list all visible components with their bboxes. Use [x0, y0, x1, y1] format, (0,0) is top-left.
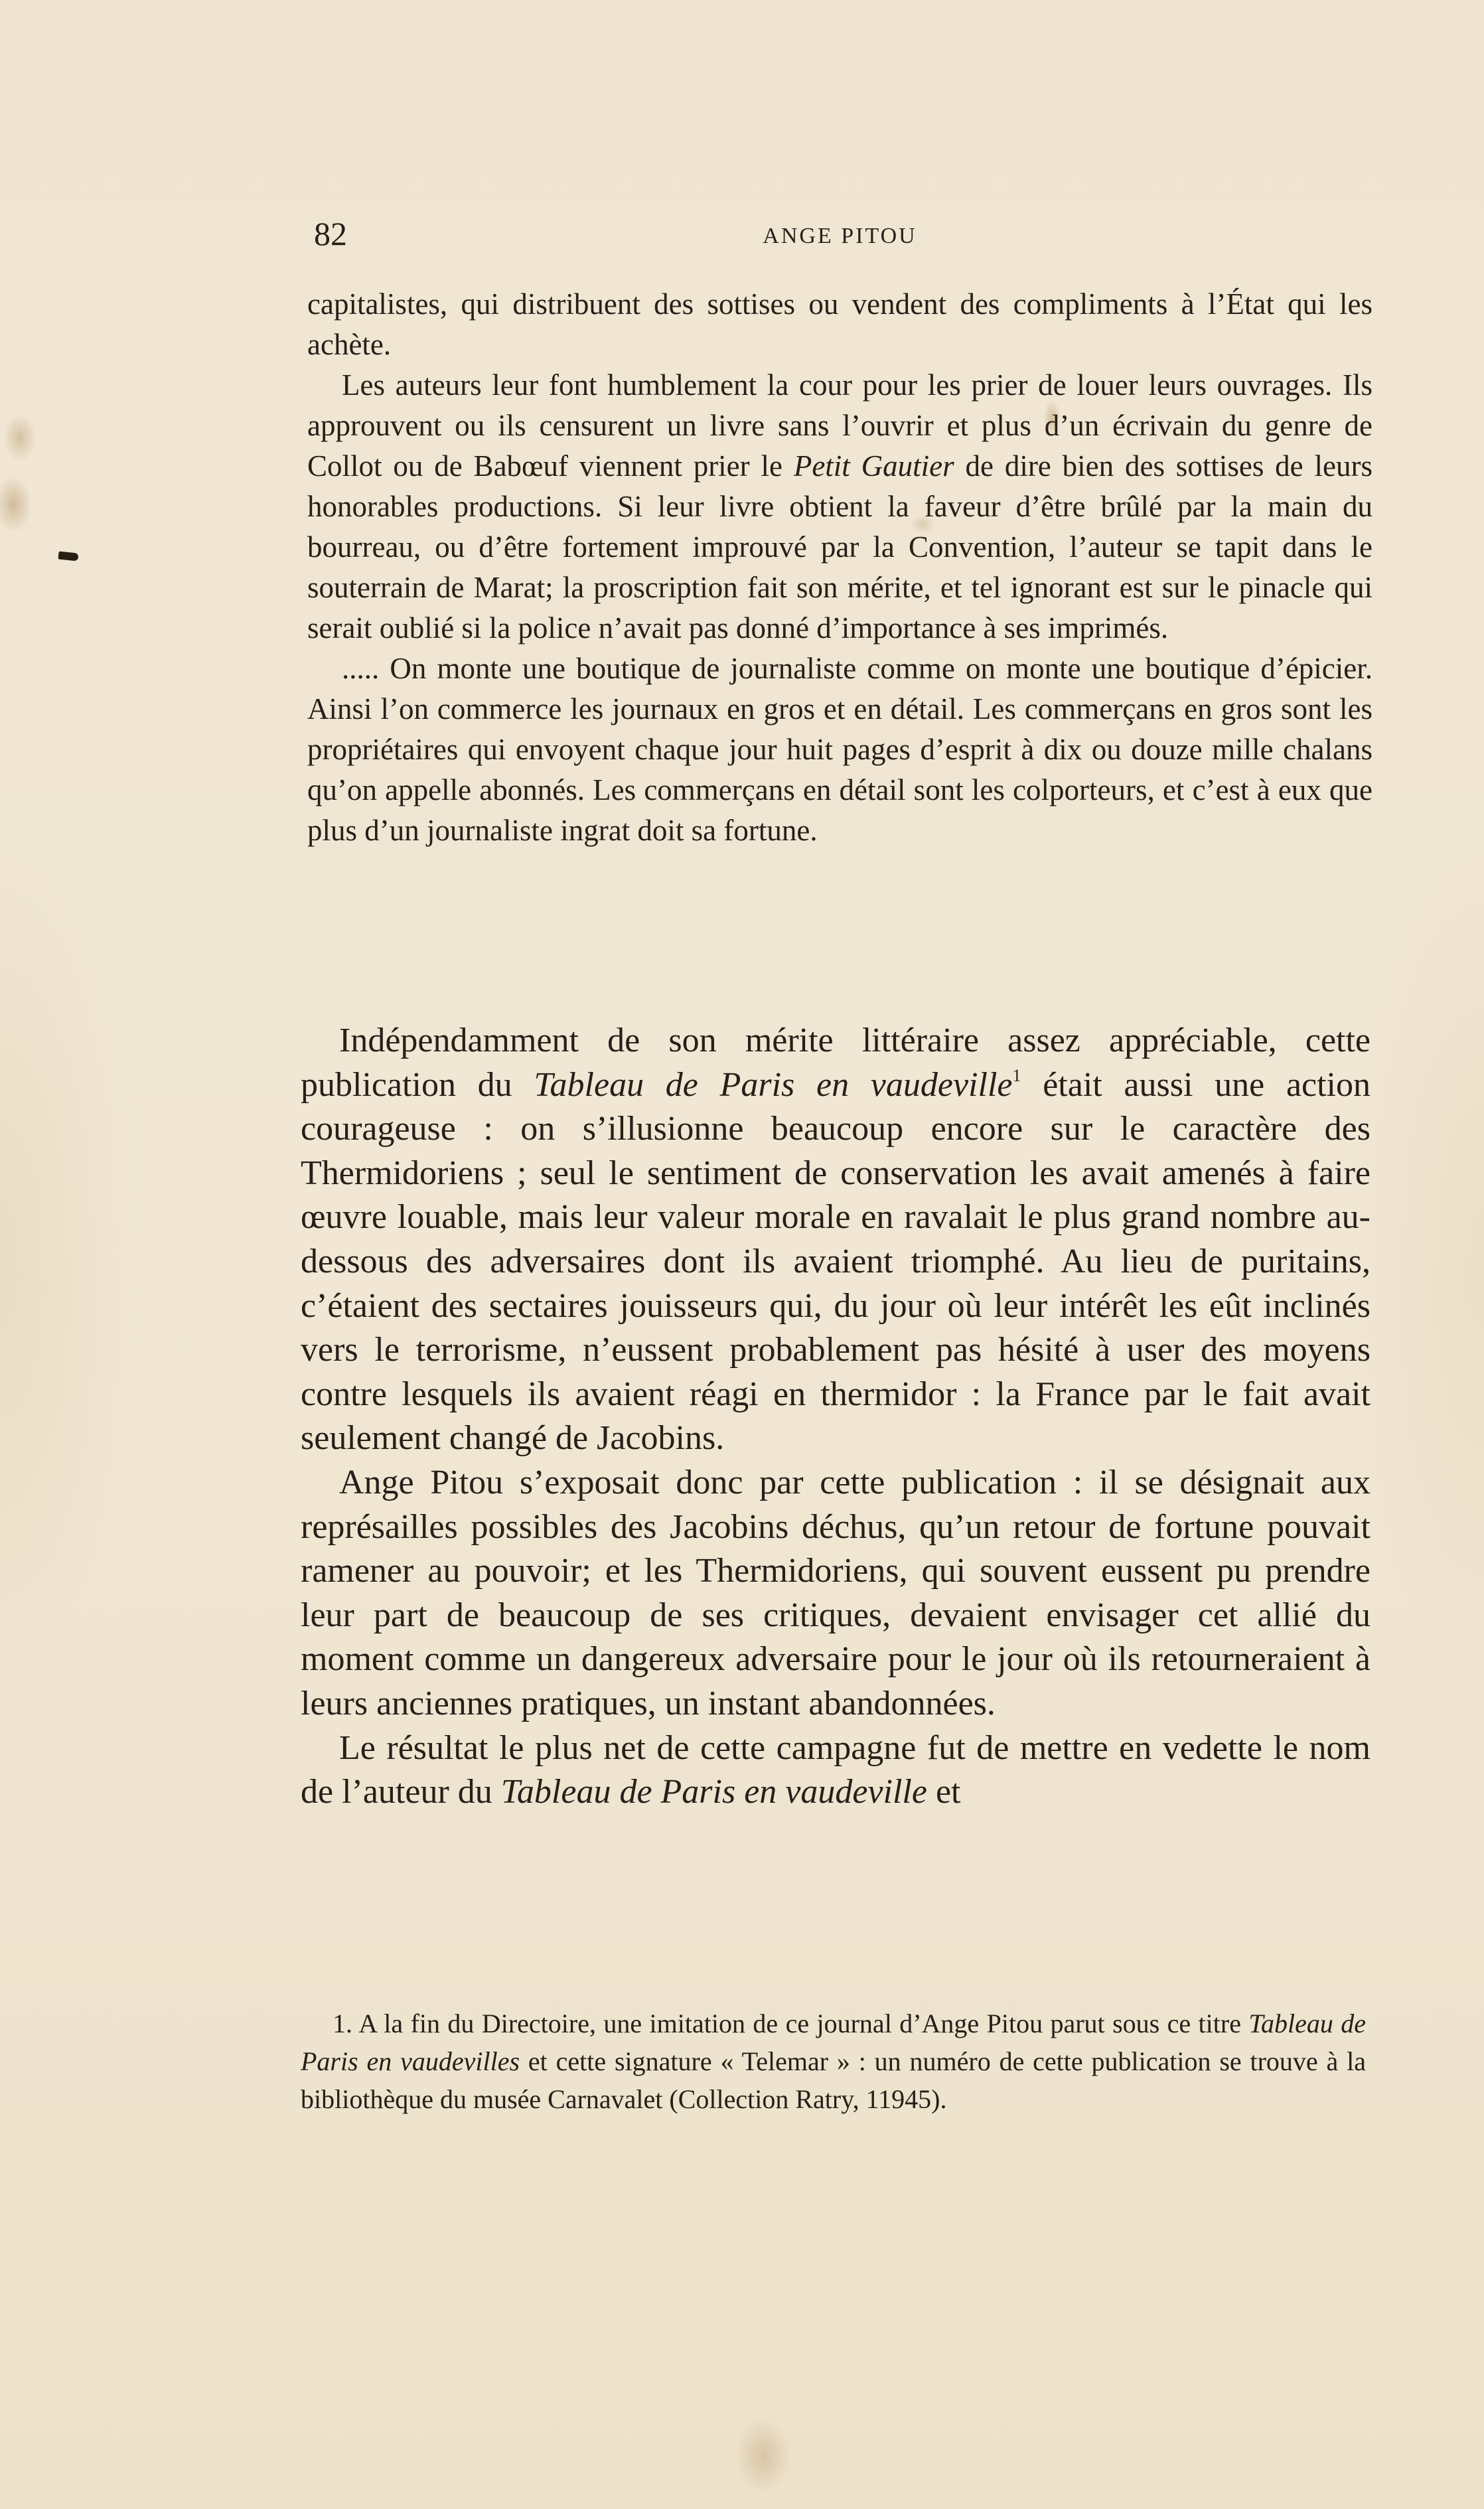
footnote — [301, 2005, 1366, 2118]
italic-title: Tableau de Paris en vaudeville — [534, 1065, 1013, 1104]
body-text — [301, 1019, 1371, 1815]
running-title: ANGE PITOU — [763, 224, 917, 248]
body-paragraph — [301, 1461, 1371, 1726]
page-number: 82 — [314, 215, 347, 252]
body-text-run: Ange Pitou s’exposait donc par cette publication : il se désignait aux représailles possibles des Jacobins déchus, qu’un retour de fortune pouvait ramener au pouvoir; et les Thermidoriens, qui souvent eussent pu prendre leur part de beaucoup de ses critiques, devaient envisager cet allié du moment comme un dangereux adversaire pour le jour où ils retourneraient à leurs anciennes pratiques, un instant abandonnées. — [301, 1463, 1371, 1722]
body-paragraph — [301, 1726, 1371, 1815]
quote-paragraph — [307, 648, 1373, 851]
body-text-run: et — [927, 1773, 961, 1811]
italic-title: Petit Gautier — [793, 449, 954, 483]
quote-text: Les auteurs leur font humblement la cour pour les prier de louer leurs ouvrages. Ils approuvent ou ils censurent un livre sans l’ouvrir et plus d’un écrivain du genre de Collot ou de Babœuf viennent prier le — [307, 368, 1373, 483]
quote-paragraph — [307, 365, 1373, 648]
quote-paragraph — [307, 284, 1373, 365]
quote-text: ..... On monte une boutique de journaliste comme on monte une boutique d’épicier. Ainsi l’on commerce les journaux en gros et en détail. Les commerçans en gros sont les propriétaires qui envoyent chaque jour huit pages d’esprit à dix ou douze mille chalans qu’on appelle abonnés. Les commerçans en détail sont les colporteurs, et c’est à eux que plus d’un journaliste ingrat doit sa fortune. — [307, 652, 1373, 847]
italic-title: Tableau de Paris en vaudevilles — [301, 2009, 1367, 2076]
body-text-run: Le résultat le plus net de cette campagne fut de mettre en vedette le nom de l’auteur du — [301, 1728, 1371, 1811]
ink-blot — [58, 551, 78, 561]
footnote-number: 1. — [333, 2009, 352, 2038]
body-paragraph — [301, 1019, 1371, 1461]
quote-text: de dire bien des sottises de leurs honorables productions. Si leur livre obtient la faveur d’être brûlé par la main du bourreau, ou d’être fortement improuvé par la Convention, l’auteur se tapit dans le souterrain de Marat; la proscription fait son mérite, et tel ignorant est sur le pinacle qui serait oublié si la police n’avait pas donné d’importance à ses imprimés. — [307, 449, 1373, 645]
body-text-run: était aussi une action courageuse : on s’illusionne beaucoup encore sur le caractère des Thermidoriens ; seul le sentiment de conservation les avait amenés à faire œuvre louable, mais leur valeur morale en ravalait le plus grand nombre au-dessous des adversaires dont ils avaient triomphé. Au lieu de puritains, c’étaient des sectaires jouisseurs qui, du jour où leur intérêt les eût inclinés vers le terrorisme, n’eussent probablement pas hésité à user des moyens contre lesquels ils avaient réagi en thermidor : la France par le fait avait seulement changé de Jacobins. — [301, 1065, 1371, 1458]
running-head — [307, 214, 1373, 254]
footnote-text: A la fin du Directoire, une imitation de ce journal d’Ange Pitou parut sous ce titre — [352, 2009, 1249, 2038]
italic-title: Tableau de Paris en vaudeville — [500, 1773, 927, 1811]
quote-text: capitalistes, qui distribuent des sottises ou vendent des compliments à l’État qui les achète. — [307, 287, 1373, 361]
footnote-ref[interactable]: 1 — [1012, 1065, 1021, 1085]
footnote-text: et cette signature « Telemar » : un numéro de cette publication se trouve à la bibliothèque du musée Carnavalet (Collection Ratry, 11945). — [301, 2046, 1366, 2114]
quoted-excerpt — [307, 284, 1373, 851]
body-text-run: Indépendamment de son mérite littéraire assez appréciable, cette publication du — [301, 1022, 1371, 1104]
footnotes — [301, 2005, 1366, 2118]
